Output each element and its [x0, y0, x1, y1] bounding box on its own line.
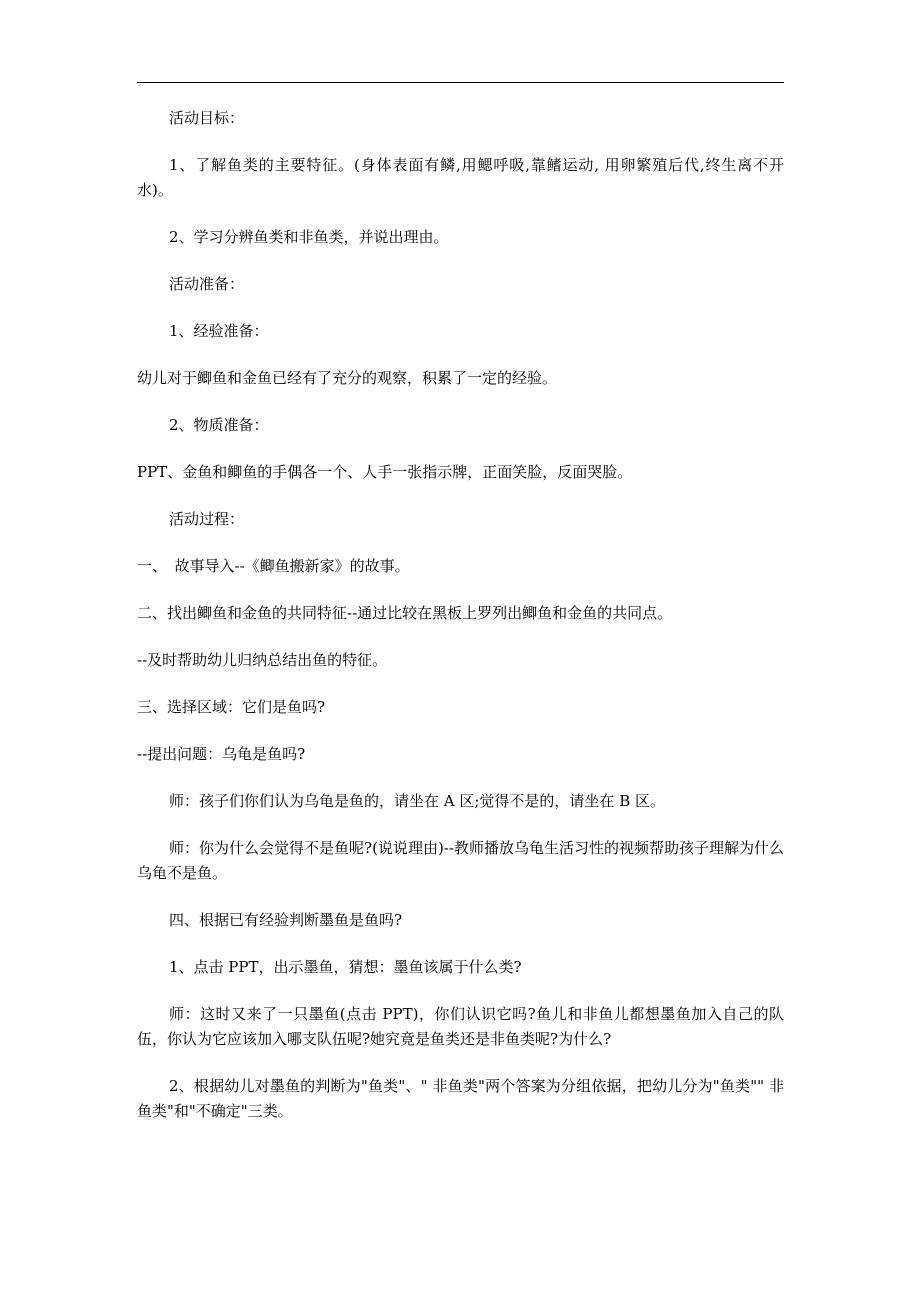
- paragraph-12: --及时帮助幼儿归纳总结出鱼的特征。: [137, 651, 388, 669]
- paragraph-16: 师：你为什么会觉得不是鱼呢?(说说理由)--教师播放乌龟生活习性的视频帮助孩子理解为什么乌龟不是鱼。: [137, 839, 784, 882]
- paragraph-20: 2、根据幼儿对墨鱼的判断为"鱼类"、" 非鱼类"两个答案为分组依据，把幼儿分为"鱼类"" 非鱼类"和"不确定"三类。: [137, 1077, 784, 1120]
- paragraph-17: 四、根据已有经验判断墨鱼是鱼吗?: [169, 911, 403, 929]
- paragraph-13: 三、选择区域：它们是鱼吗?: [137, 698, 326, 716]
- paragraph-18: 1、点击 PPT，出示墨鱼，猜想：墨鱼该属于什么类?: [169, 958, 522, 976]
- paragraph-7: 2、物质准备：: [169, 416, 269, 434]
- paragraph-5: 1、经验准备：: [169, 322, 269, 340]
- paragraph-1: 活动目标：: [169, 109, 245, 127]
- paragraph-10: 一、 故事导入--《鲫鱼搬新家》的故事。: [137, 557, 410, 575]
- header-rule: [137, 82, 784, 83]
- paragraph-11: 二、找出鲫鱼和金鱼的共同特征--通过比较在黑板上罗列出鲫鱼和金鱼的共同点。: [137, 604, 673, 622]
- paragraph-2: 1、了解鱼类的主要特征。(身体表面有鳞,用鳃呼吸,靠鳍运动, 用卵繁殖后代,终生离不开水)。: [137, 156, 784, 199]
- paragraph-9: 活动过程：: [169, 510, 245, 528]
- paragraph-4: 活动准备：: [169, 275, 245, 293]
- paragraph-3: 2、学习分辨鱼类和非鱼类，并说出理由。: [169, 228, 449, 246]
- paragraph-14: --提出问题：乌龟是鱼吗?: [137, 745, 306, 763]
- document-body: [137, 106, 784, 1146]
- paragraph-6: 幼儿对于鲫鱼和金鱼已经有了充分的观察，积累了一定的经验。: [137, 369, 558, 387]
- paragraph-8: PPT、金鱼和鲫鱼的手偶各一个、人手一张指示牌，正面笑脸，反面哭脸。: [137, 463, 633, 481]
- paragraph-15: 师：孩子们你们认为乌龟是鱼的，请坐在 A 区;觉得不是的，请坐在 B 区。: [169, 792, 665, 810]
- paragraph-19: 师：这时又来了一只墨鱼(点击 PPT)，你们认识它吗?鱼儿和非鱼儿都想墨鱼加入自己的队伍，你认为它应该加入哪支队伍呢?她究竟是鱼类还是非鱼类呢?为什么?: [137, 1005, 784, 1048]
